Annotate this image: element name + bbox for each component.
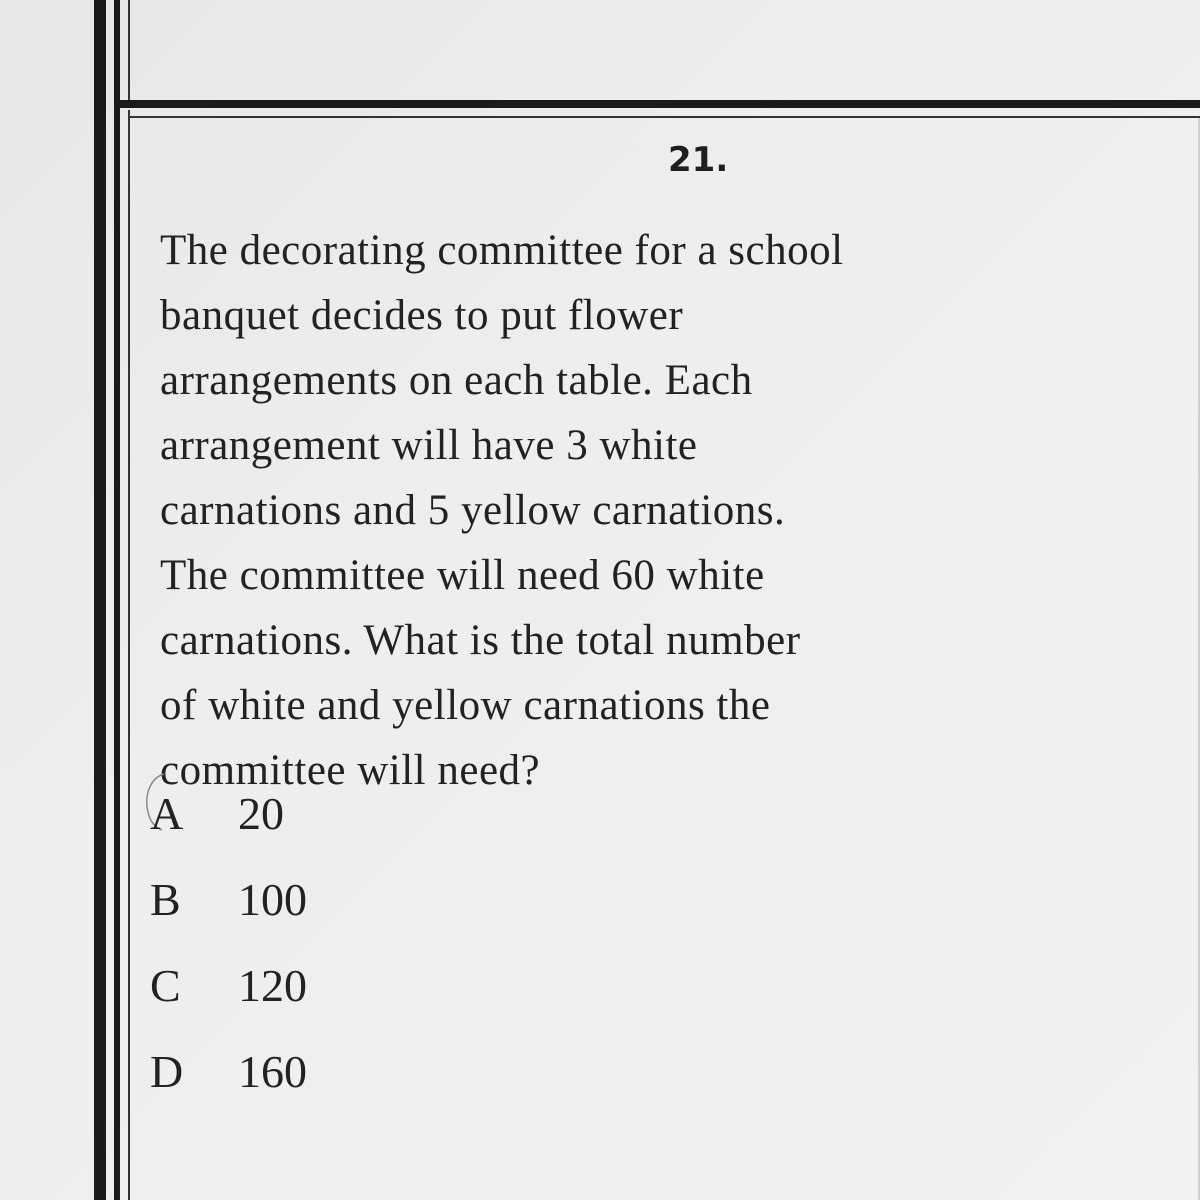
choice-letter: B	[150, 873, 181, 925]
question-line: arrangement will have 3 white	[160, 422, 698, 469]
question-line: banquet decides to put flower	[160, 292, 684, 339]
choice-a[interactable]	[150, 770, 307, 856]
choice-letter: A	[150, 787, 184, 839]
question-line: carnations and 5 yellow carnations.	[160, 487, 786, 534]
question-line: arrangements on each table. Each	[160, 357, 753, 404]
question-number: 21.	[668, 140, 729, 180]
choice-letter: C	[150, 959, 181, 1011]
answer-choices	[150, 770, 307, 1114]
question-line: of white and yellow carnations the	[160, 682, 771, 729]
choice-d[interactable]	[150, 1028, 307, 1114]
question-text	[160, 218, 980, 803]
question-line: carnations. What is the total number	[160, 617, 801, 664]
top-thin-rule	[128, 116, 1200, 118]
top-divider-line	[128, 0, 130, 100]
choice-c[interactable]	[150, 942, 307, 1028]
left-thick-border	[94, 0, 106, 1200]
choice-value: 20	[238, 787, 284, 839]
left-thin-rule	[128, 110, 130, 1200]
choice-value: 100	[238, 873, 307, 925]
choice-value: 120	[238, 959, 307, 1011]
question-line: The decorating committee for a school	[160, 227, 844, 274]
choice-value: 160	[238, 1045, 307, 1097]
question-line: committee will need?	[160, 747, 541, 794]
choice-b[interactable]	[150, 856, 307, 942]
question-line: The committee will need 60 white	[160, 552, 765, 599]
choice-letter: D	[150, 1045, 184, 1097]
top-thick-border	[114, 100, 1200, 108]
left-inner-border	[114, 0, 120, 1200]
